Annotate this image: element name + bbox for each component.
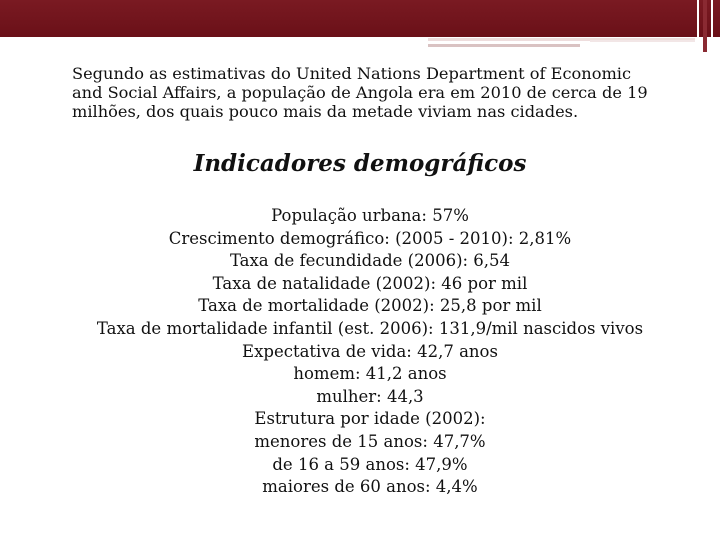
indicator-item: Taxa de mortalidade infantil (est. 2006): 131,9/mil nascidos vivos bbox=[96, 318, 644, 338]
ribbon-5 bbox=[703, 0, 707, 52]
indicator-item: Expectativa de vida: 42,7 anos bbox=[242, 341, 498, 361]
indicator-item: População urbana: 57% bbox=[271, 206, 469, 225]
indicator-item: Crescimento demográfico: (2005 - 2010): 2,81% bbox=[168, 228, 572, 248]
indicator-list bbox=[0, 205, 720, 499]
indicator-item: Taxa de mortalidade (2002): 25,8 por mil bbox=[198, 296, 542, 316]
indicator-item: menores de 15 anos: 47,7% bbox=[254, 431, 486, 451]
indicator-item: de 16 a 59 anos: 47,9% bbox=[272, 454, 468, 474]
intro-paragraph: Segundo as estimativas do United Nations Department of Economic and Social Affairs, a população de Angola era em 2010 de cerca de 19 milhões, dos quais pouco mais da metade viviam nas cidades. bbox=[72, 64, 648, 121]
ribbon-4 bbox=[697, 0, 699, 48]
indicator-item: homem: 41,2 anos bbox=[293, 364, 447, 384]
indicator-item: Taxa de natalidade (2002): 46 por mil bbox=[212, 273, 528, 293]
ribbon-2 bbox=[428, 44, 580, 47]
indicator-item: mulher: 44,3 bbox=[316, 386, 424, 406]
header-ribbons bbox=[0, 0, 720, 60]
section-heading: Indicadores demográficos bbox=[193, 150, 527, 177]
indicator-item: maiores de 60 anos: 4,4% bbox=[262, 477, 478, 497]
indicator-item: Taxa de fecundidade (2006): 6,54 bbox=[229, 251, 511, 271]
ribbon-6 bbox=[711, 0, 713, 46]
ribbon-3 bbox=[590, 40, 695, 42]
indicator-item: Estrutura por idade (2002): bbox=[254, 409, 486, 429]
